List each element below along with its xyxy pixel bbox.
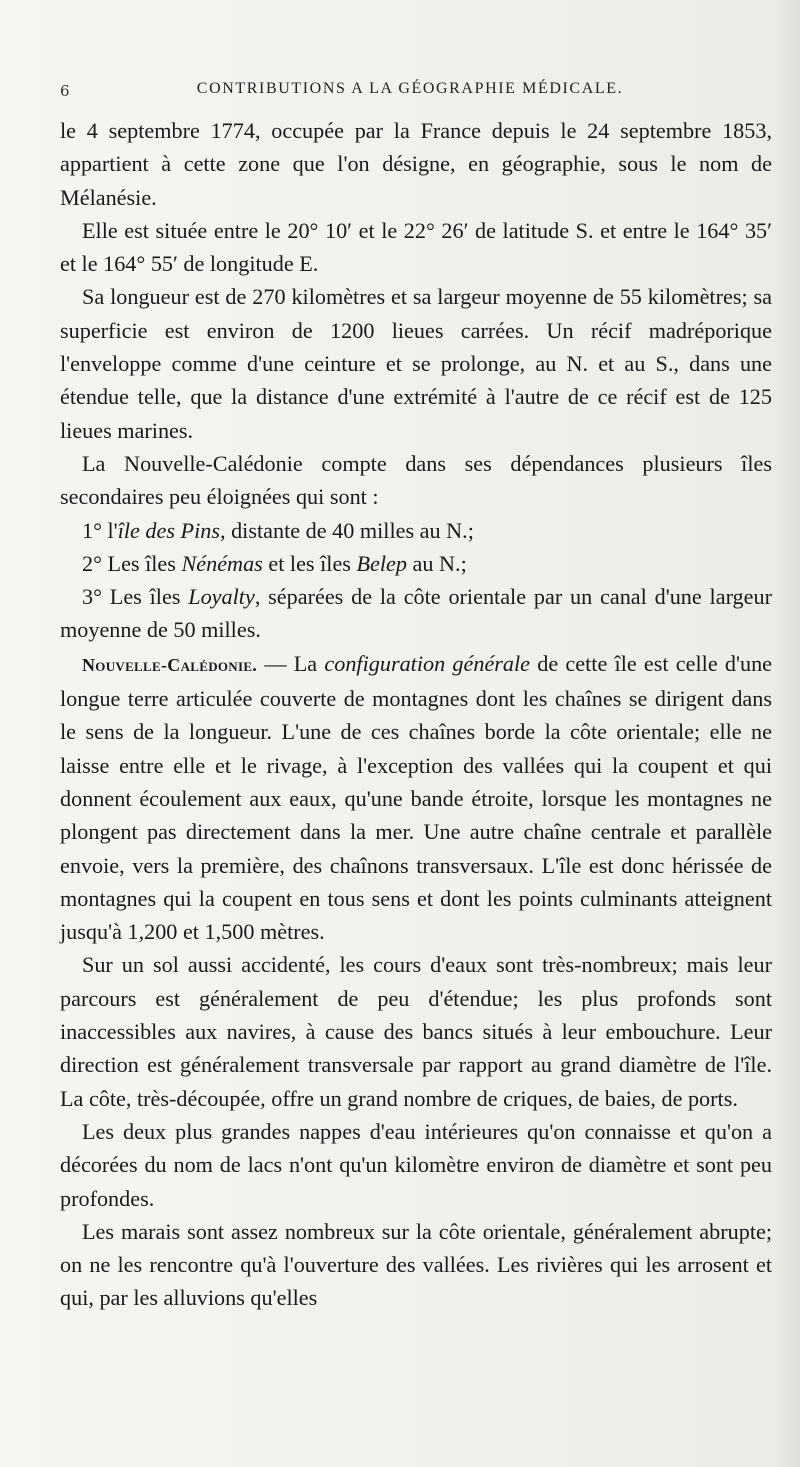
island-name: île des Pins bbox=[117, 517, 220, 543]
emphasis: configuration générale bbox=[324, 650, 531, 676]
island-name: Loyalty bbox=[188, 584, 255, 610]
paragraph-marshes: Les marais sont assez nombreux sur la côte orientale, généralement abrupte; on ne les rencontre qu'à l'ouverture des vallées. Les rivières qui les arrosent et qui, par les alluvions qu'elles bbox=[60, 1218, 772, 1311]
paragraph-rivers: Sur un sol aussi accidenté, les cours d'eaux sont très-nombreux; mais leur parcours est généralement de peu d'étendue; les plus profonds sont inaccessibles aux navires, à cause des bancs situés à leur embouchure. Leur direction est généralement transversale par rapport au grand diamètre de l'île. La côte, très-découpée, offre un grand nombre de criques, de baies, de ports. bbox=[60, 952, 772, 1111]
page-header bbox=[50, 78, 770, 108]
running-title: CONTRIBUTIONS A LA GÉOGRAPHIE MÉDICALE. bbox=[196, 80, 624, 97]
list-item: 1° l'île des Pins, distante de 40 milles au N.; bbox=[82, 517, 474, 543]
list-number: 1° bbox=[82, 517, 102, 543]
section-runin-heading: Nouvelle-Calédonie. bbox=[82, 654, 258, 675]
page-number: 6 bbox=[60, 82, 70, 100]
paragraph-dimensions: Sa longueur est de 270 kilomètres et sa largeur moyenne de 55 kilomètres; sa superficie est environ de 1200 lieues carrées. Un récif madréporique l'enveloppe comme d'une ceinture et se prolonge, au N. et au S., dans une étendue telle, que la distance d'une extrémité à l'autre de ce récif est de 125 lieues marines. bbox=[60, 284, 772, 443]
paragraph-continuation: le 4 septembre 1774, occupée par la France depuis le 24 septembre 1853, appartient à cette zone que l'on désigne, en géographie, sous le nom de Mélanésie. bbox=[60, 118, 772, 210]
paragraph-dependencies: La Nouvelle-Calédonie compte dans ses dépendances plusieurs îles secondaires peu éloignées qui sont : bbox=[60, 450, 772, 510]
list-number: 2° bbox=[82, 550, 102, 576]
page-edge-shadow bbox=[774, 0, 800, 1467]
body-text bbox=[60, 114, 772, 1315]
list-number: 3° bbox=[82, 584, 102, 610]
paragraph-location: Elle est située entre le 20° 10′ et le 22° 26′ de latitude S. et entre le 164° 35′ et le 164° 55′ de longitude E. bbox=[60, 217, 772, 277]
paragraph-lakes: Les deux plus grandes nappes d'eau intérieures qu'on connaisse et qu'on a décorées du nom de lacs n'ont qu'un kilomètre environ de diamètre et sont peu profondes. bbox=[60, 1118, 772, 1211]
paragraph-configuration: Nouvelle-Calédonie. — La configuration générale de cette île est celle d'une longue terre articulée couverte de montagnes dont les chaînes se dirigent dans le sens de la longueur. L'une de ces chaînes borde la côte orientale; elle ne laisse entre elle et le rivage, à l'exception des vallées qui la coupent et qui donnent écoulement aux eaux, qu'une bande étroite, lorsque les montagnes ne plongent pas directement dans la mer. Une autre chaîne centrale et parallèle envoie, vers la première, des chaînons transversaux. L'île est donc hérissée de montagnes qui la coupent en tous sens et dont les points culminants atteignent jusqu'à 1,200 et 1,500 mètres. bbox=[60, 650, 773, 945]
list-item: 3° Les îles Loyalty, séparées de la côte orientale par un canal d'une largeur moyenne de 50 milles. bbox=[60, 584, 772, 643]
island-name: Belep bbox=[356, 550, 407, 576]
island-name: Nénémas bbox=[181, 550, 263, 576]
list-item: 2° Les îles Nénémas et les îles Belep au N.; bbox=[82, 550, 467, 576]
